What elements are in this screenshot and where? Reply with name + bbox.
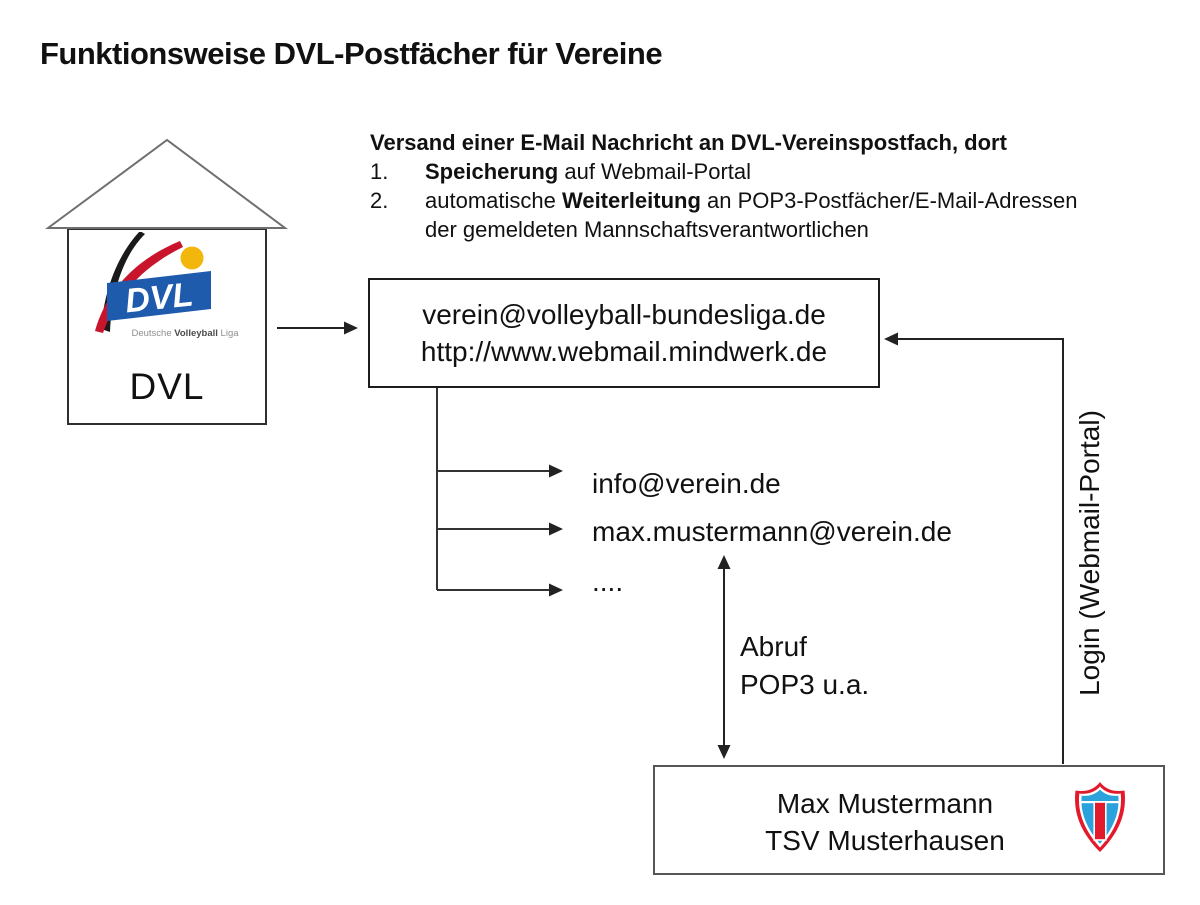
dvl-logo-tagline: Deutsche Volleyball Liga <box>131 328 239 339</box>
dvl-logo-icon <box>89 232 251 344</box>
instructions-block <box>370 128 1170 244</box>
webmail-box <box>368 278 880 388</box>
club-name: TSV Musterhausen <box>765 825 1005 856</box>
webmail-address: verein@volleyball-bundesliga.de <box>422 299 826 330</box>
list-number: 1. <box>370 159 389 184</box>
recipient-more: .... <box>592 566 624 597</box>
instruction-item-2: 2. automatische Weiterleitung an POP3-Postfächer/E-Mail-Adressen der gemeldeten Mannschaftsverantwortlichen <box>370 188 1078 242</box>
abruf-label: Abruf POP3 u.a. <box>740 631 870 700</box>
instruction-item-1: 1. Speicherung auf Webmail-Portal <box>370 159 752 184</box>
branch-connector <box>437 388 563 597</box>
dvl-house <box>67 228 267 425</box>
login-connector-arrow <box>884 333 1063 765</box>
club-box <box>653 765 1165 875</box>
house-label: DVL <box>129 366 205 407</box>
abruf-double-arrow <box>718 555 731 759</box>
shield-stripe <box>1094 802 1106 840</box>
dvl-logo-text: DVL <box>123 275 196 321</box>
recipient-info: info@verein.de <box>592 468 781 499</box>
house-roof <box>48 140 285 228</box>
dvl-logo-ball-icon <box>181 247 204 270</box>
login-label: Login (Webmail-Portal) <box>1074 410 1105 696</box>
instruction-item-2-cont: der gemeldeten Mannschaftsverantwortlichen <box>425 217 869 242</box>
club-shield-icon <box>1071 781 1129 853</box>
club-member-name: Max Mustermann <box>776 788 994 819</box>
recipient-max: max.mustermann@verein.de <box>592 516 952 547</box>
list-number: 2. <box>370 188 389 213</box>
instructions-heading: Versand einer E-Mail Nachricht an DVL-Vereinspostfach, dort <box>370 130 1007 155</box>
page-title: Funktionsweise DVL-Postfächer für Vereine <box>40 36 663 71</box>
arrow-house-to-webmail <box>277 322 358 335</box>
webmail-url: http://www.webmail.mindwerk.de <box>420 336 828 367</box>
